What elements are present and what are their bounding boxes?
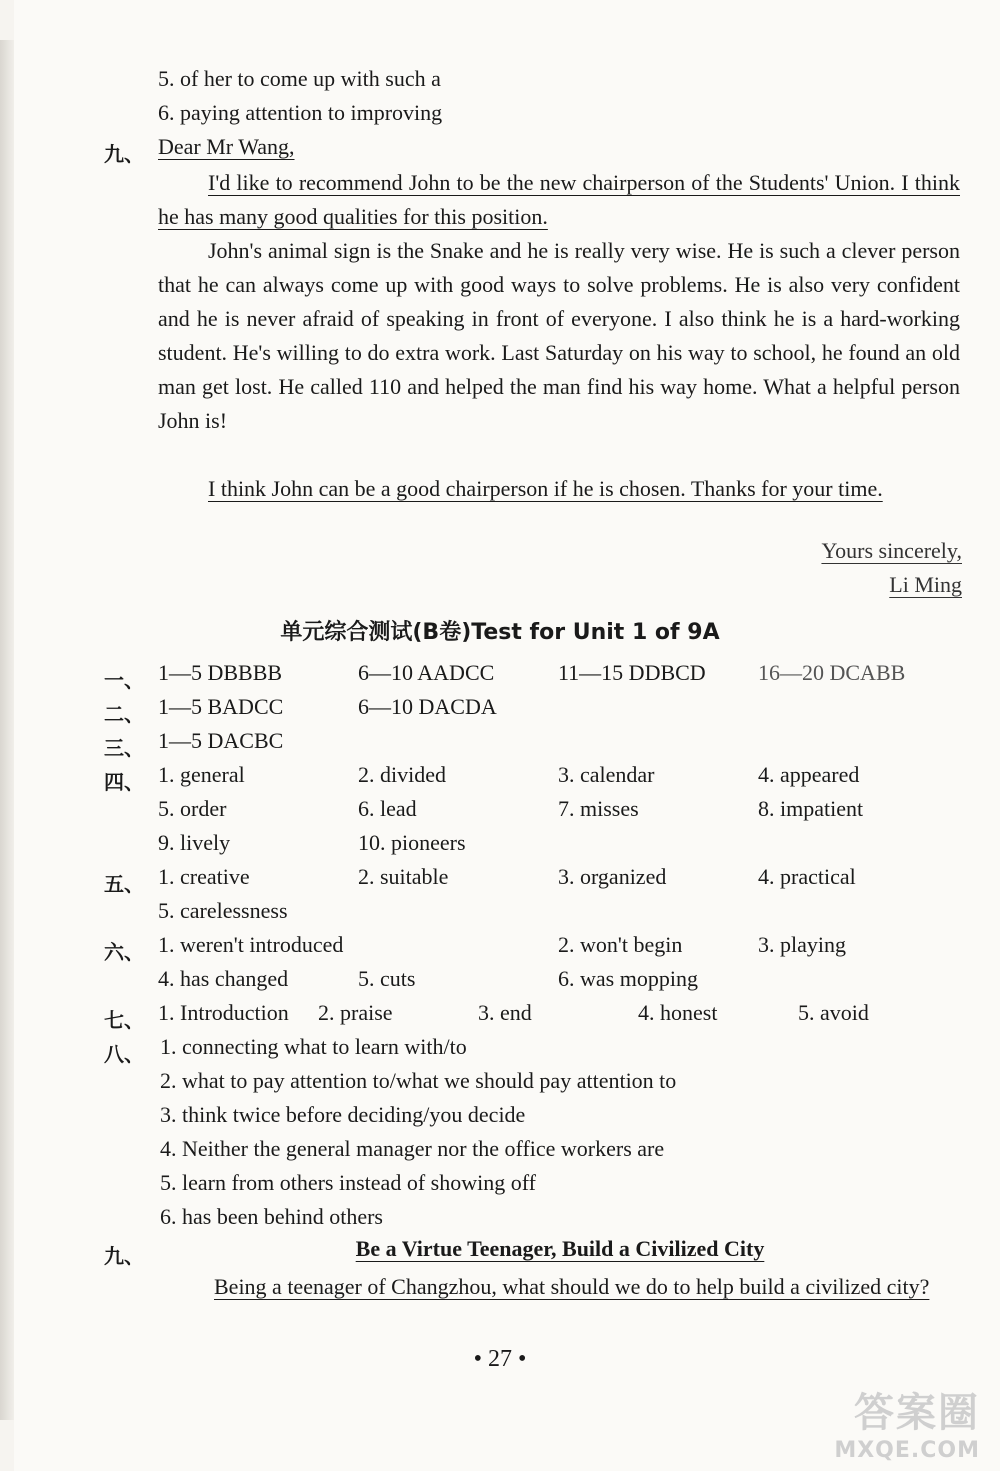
letter-paragraph-1: I'd like to recommend John to be the new chairperson of the Students' Union. I think he has many good qualities for this position. [158,170,960,229]
answer-item: 6—10 DACDA [358,694,497,719]
answer-item: 11—15 DDBCD [558,660,706,685]
answer-item: 4. appeared [758,762,860,787]
essay-title: Be a Virtue Teenager, Build a Civilized City [355,1236,765,1261]
answer-item: 3. organized [558,864,667,889]
answer-item: 4. honest [638,1000,718,1025]
answer-item: 4. practical [758,864,856,889]
answer-item: 1—5 BADCC [158,694,284,719]
answer-item: 5. order [158,796,227,821]
answer-item: 3. playing [758,932,846,957]
answer-item: 2. suitable [358,864,449,889]
letter-closing: Yours sincerely, [821,538,962,563]
section-9-marker: 九、 [104,142,144,166]
answer-item: 5. learn from others instead of showing off [160,1170,536,1195]
section-6-marker: 六、 [104,940,144,964]
answer-item: 5. carelessness [158,898,288,923]
section-title: 单元综合测试(B卷)Test for Unit 1 of 9A [280,620,720,645]
answer-item: 2. won't begin [558,932,683,957]
letter-signature: Li Ming [889,572,962,597]
section-3-marker: 三、 [104,736,144,760]
top-item-5: 5. of her to come up with such a [158,66,441,91]
answer-item: 2. what to pay attention to/what we should pay attention to [160,1068,677,1093]
answer-item: 2. praise [318,1000,393,1025]
answer-item: 1. connecting what to learn with/to [160,1034,467,1059]
section-5-marker: 五、 [104,872,144,896]
section-7-marker: 七、 [104,1008,144,1032]
answer-item: 7. misses [558,796,639,821]
answer-item: 6—10 AADCC [358,660,495,685]
watermark-url: MXQE.COM [834,1438,980,1463]
answer-item: 8. impatient [758,796,864,821]
answer-item: 5. avoid [798,1000,869,1025]
letter-paragraph-2: John's animal sign is the Snake and he is really very wise. He is such a clever person that he can always come up with good ways to solve problems. He is also very confident and he is never afraid of speaking in front of everyone. I also think he is a hard-working student. He's willing to do extra work. Last Saturday on his way to school, he found an old man get lost. He called 110 and helped the man find his way home. What a helpful person John is! [158,238,960,433]
answer-item: 6. was mopping [558,966,698,991]
essay-intro: Being a teenager of Changzhou, what should we do to help build a civilized city? [214,1274,930,1299]
section-4-marker: 四、 [104,770,144,794]
site-watermark [834,1381,980,1463]
answer-item: 3. end [478,1000,532,1025]
letter-paragraph-3: I think John can be a good chairperson if he is chosen. Thanks for your time. [208,476,883,501]
answer-item: 4. Neither the general manager nor the office workers are [160,1136,665,1161]
answer-item: 1. weren't introduced [158,932,344,957]
answer-item: 1. creative [158,864,250,889]
answer-item: 6. has been behind others [160,1204,383,1229]
answer-item: 16—20 DCABB [758,660,906,685]
section-9b-marker: 九、 [104,1244,144,1268]
letter-salutation: Dear Mr Wang, [158,134,295,159]
binding-shadow [0,40,14,1420]
answer-item: 3. calendar [558,762,655,787]
answer-item: 1—5 DBBBB [158,660,283,685]
section-1-marker: 一、 [104,668,144,692]
answer-item: 9. lively [158,830,231,855]
answer-item: 3. think twice before deciding/you decide [160,1102,526,1127]
answer-item: 1. general [158,762,245,787]
answer-item: 6. lead [358,796,417,821]
watermark-logo-text: 答案圈 [854,1390,980,1436]
top-item-6: 6. paying attention to improving [158,100,443,125]
page-number: • 27 • [473,1346,527,1372]
section-8-marker: 八、 [104,1042,144,1066]
answer-item: 1—5 DACBC [158,728,284,753]
answer-item: 1. Introduction [158,1000,289,1025]
answer-item: 2. divided [358,762,446,787]
answer-item: 5. cuts [358,966,416,991]
answer-item: 4. has changed [158,966,289,991]
answer-item: 10. pioneers [358,830,466,855]
section-2-marker: 二、 [104,702,144,726]
